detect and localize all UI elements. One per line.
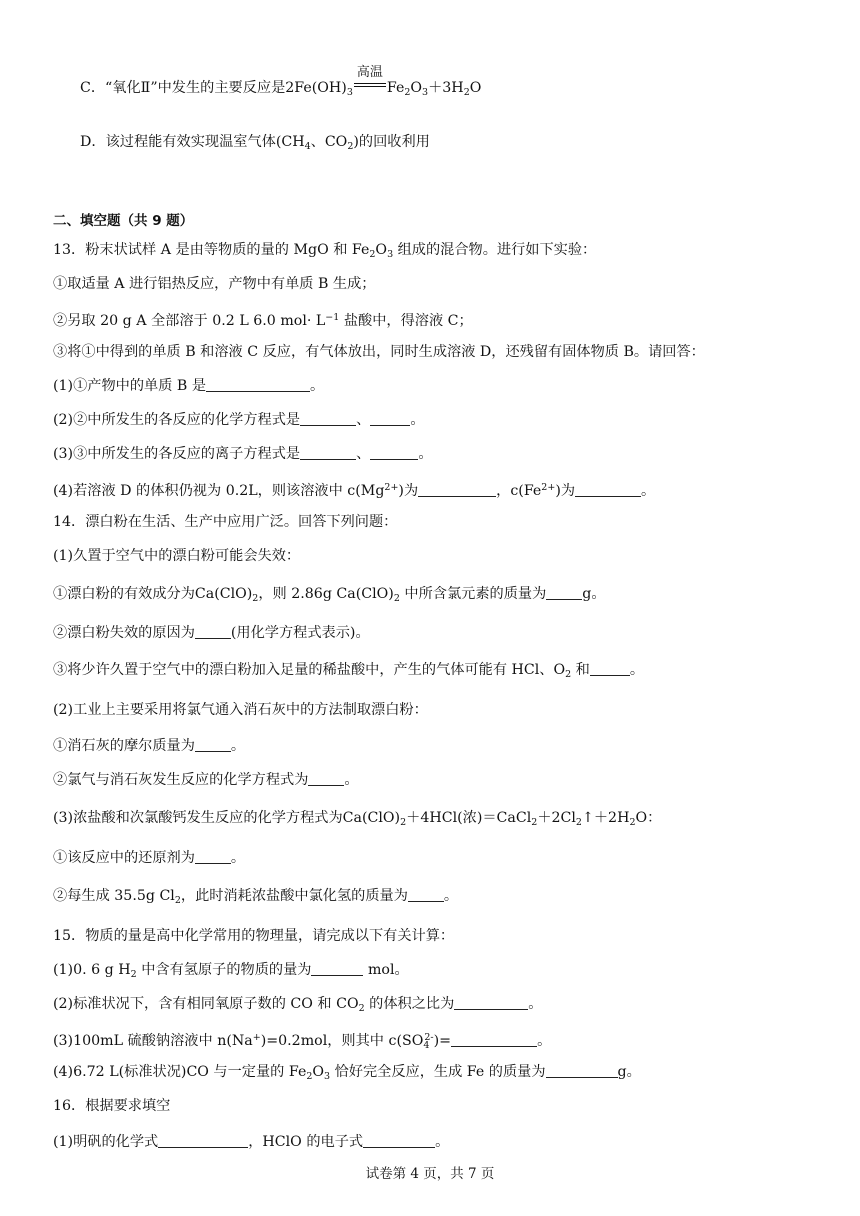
formula-part: Fe — [386, 80, 405, 96]
q14-part1-1 — [53, 584, 606, 609]
option-d-text: D．该过程能有效实现温室气体(CH — [80, 134, 305, 150]
answer-blank[interactable] — [370, 445, 418, 460]
q15-part1 — [53, 960, 409, 985]
text: ①该反应中的还原剂为 — [53, 850, 195, 866]
reaction-condition: 高温 — [356, 65, 383, 80]
text: 。 — [443, 888, 459, 904]
text: ＋4HCl(浓)＝CaCl — [406, 810, 532, 826]
q14-part2-2 — [53, 770, 359, 790]
answer-blank[interactable] — [454, 995, 528, 1010]
formula-part: 2Fe(OH) — [285, 80, 347, 96]
answer-blank[interactable] — [206, 377, 310, 392]
text: ，c(Fe — [496, 483, 542, 499]
text: ，此时消耗浓盐酸中氯化氢的质量为 — [180, 888, 408, 904]
answer-blank[interactable] — [418, 482, 496, 497]
subscript: 2 — [358, 1003, 365, 1014]
text: 恰好完全反应，生成 Fe 的质量为 — [330, 1064, 546, 1080]
q14-part2: (2)工业上主要采用将氯气通入消石灰中的方法制取漂白粉： — [53, 702, 428, 718]
text: 。 — [537, 1033, 552, 1049]
text: (3)浓盐酸和次氯酸钙发生反应的化学方程式为Ca(ClO) — [53, 810, 401, 826]
q13-part2 — [53, 410, 425, 430]
answer-blank[interactable] — [575, 482, 641, 497]
text: 盐酸中，得溶液 C； — [339, 313, 473, 329]
subscript: 3 — [422, 87, 429, 98]
subscript: 3 — [387, 249, 394, 260]
q14-part2-1 — [53, 736, 245, 756]
text: ↑＋2H — [581, 810, 630, 826]
q16-stem: 16．根据要求填空 — [53, 1098, 171, 1114]
subscript: 2 — [369, 249, 376, 260]
q15-stem: 15．物质的量是高中化学常用的物理量，请完成以下有关计算： — [53, 928, 455, 944]
q13-step1: ①取适量 A 进行铝热反应，产物中有单质 B 生成； — [53, 276, 376, 292]
text: ①漂白粉的有效成分为Ca(ClO) — [53, 586, 253, 602]
q13-part4 — [53, 478, 655, 501]
answer-blank[interactable] — [590, 661, 630, 676]
subscript: 3 — [324, 1071, 331, 1082]
q16-part1 — [53, 1132, 449, 1152]
formula-part: O — [410, 80, 423, 96]
answer-blank[interactable] — [311, 961, 363, 976]
text: ②每生成 35.5g Cl — [53, 888, 175, 904]
text: (3)100mL 硫酸钠溶液中 n(Na — [53, 1033, 253, 1049]
q13-part3 — [53, 444, 433, 464]
answer-blank[interactable] — [363, 1133, 435, 1148]
subscript: 4 — [304, 141, 311, 152]
condition-double-bar — [353, 65, 387, 93]
text: )的回收利用 — [353, 134, 430, 150]
text: ①消石灰的摩尔质量为 — [53, 738, 195, 754]
q13-stem — [53, 240, 596, 265]
text: 。 — [528, 996, 543, 1012]
text: (用化学方程式表示)。 — [230, 625, 370, 641]
q14-part3 — [53, 808, 661, 833]
q12-option-d — [80, 132, 430, 157]
text: 和 — [571, 662, 590, 678]
answer-blank[interactable] — [195, 624, 231, 639]
superscript: 2- — [424, 1032, 434, 1043]
text: 中所含氯元素的质量为 — [399, 586, 547, 602]
q13-part1 — [53, 376, 324, 396]
subscript: 2 — [306, 1071, 313, 1082]
q15-part3 — [53, 1028, 551, 1056]
text: g。 — [582, 586, 606, 602]
q12-option-c — [80, 65, 482, 103]
text: (1)明矾的化学式 — [53, 1134, 159, 1150]
option-c-text: C．“氧化Ⅱ”中发生的主要反应是 — [80, 80, 286, 96]
text: O — [312, 1064, 325, 1080]
text: (1)0. 6 g H — [53, 962, 131, 978]
text: (1)①产物中的单质 B 是 — [53, 378, 207, 394]
page-footer: 试卷第 4 页，共 7 页 — [365, 1166, 495, 1182]
text: )=0.2mol，则其中 c(SO — [260, 1033, 424, 1049]
q14-part1: (1)久置于空气中的漂白粉可能会失效： — [53, 548, 301, 564]
answer-blank[interactable] — [300, 411, 356, 426]
q14-part1-2 — [53, 623, 370, 643]
text: 组成的混合物。进行如下实验： — [393, 242, 597, 258]
answer-blank[interactable] — [546, 585, 582, 600]
text: 。 — [435, 1134, 450, 1150]
text: 。 — [418, 446, 433, 462]
text: mol。 — [363, 962, 409, 978]
text: ②氯气与消石灰发生反应的化学方程式为 — [53, 772, 309, 788]
text: 。 — [410, 412, 425, 428]
subscript: 2 — [531, 817, 538, 828]
formula-part: ＋3H — [428, 80, 464, 96]
text: 。 — [641, 483, 656, 499]
answer-blank[interactable] — [546, 1063, 618, 1078]
subscript: 2 — [404, 87, 411, 98]
subscript: 4 — [423, 1040, 430, 1051]
subscript: 2 — [400, 817, 407, 828]
q15-part2 — [53, 994, 543, 1019]
text: 。 — [230, 850, 246, 866]
q13-step2 — [53, 308, 473, 331]
subscript: 2 — [347, 141, 354, 152]
subscript: 2 — [252, 593, 259, 604]
text: 的体积之比为 — [364, 996, 455, 1012]
text: 、 — [356, 446, 371, 462]
superscript: −1 — [325, 312, 340, 323]
answer-blank[interactable] — [408, 887, 444, 902]
text: 中含有氢原子的物质的量为 — [136, 962, 312, 978]
text: ，HClO 的电子式 — [248, 1134, 364, 1150]
section-title: 二、填空题（共 9 题） — [53, 213, 194, 229]
text: 。 — [344, 772, 359, 788]
text: ②另取 20 g A 全部溶于 0.2 L 6.0 mol· L — [53, 313, 326, 329]
text: 、CO — [310, 134, 348, 150]
q14-stem: 14．漂白粉在生活、生产中应用广泛。回答下列问题： — [53, 514, 398, 530]
text: )为 — [555, 483, 576, 499]
answer-blank[interactable] — [195, 737, 231, 752]
text: (2)标准状况下，含有相同氧原子数的 CO 和 CO — [53, 996, 359, 1012]
answer-blank[interactable] — [158, 1133, 248, 1148]
q13-step3: ③将①中得到的单质 B 和溶液 C 反应，有气体放出，同时生成溶液 D，还残留有固体物质 B。请回答： — [53, 344, 705, 360]
answer-blank[interactable] — [451, 1032, 537, 1047]
answer-blank[interactable] — [195, 849, 231, 864]
q14-part3-1 — [53, 848, 245, 868]
subscript: 2 — [463, 87, 470, 98]
text: )为 — [398, 483, 419, 499]
text: ，则 2.86g Ca(ClO) — [258, 586, 394, 602]
subscript: 2 — [565, 669, 572, 680]
text: ＋2Cl — [537, 810, 576, 826]
text: 。 — [310, 378, 325, 394]
answer-blank[interactable] — [370, 411, 410, 426]
text: O： — [635, 810, 662, 826]
q15-part4 — [53, 1062, 641, 1087]
text: )= — [433, 1033, 452, 1049]
text: g。 — [617, 1064, 641, 1080]
text: 13．粉末状试样 A 是由等物质的量的 MgO 和 Fe — [53, 242, 370, 258]
subscript: 3 — [346, 87, 353, 98]
text: (4)6.72 L(标准状况)CO 与一定量的 Fe — [53, 1064, 307, 1080]
text: ③将少许久置于空气中的漂白粉加入足量的稀盐酸中，产生的气体可能有 HCl、O — [53, 662, 566, 678]
subscript: 2 — [629, 817, 636, 828]
text: ②漂白粉失效的原因为 — [53, 625, 195, 641]
text: (4)若溶液 D 的体积仍视为 0.2L，则该溶液中 c(Mg — [53, 483, 385, 499]
answer-blank[interactable] — [308, 771, 344, 786]
q14-part1-3 — [53, 660, 644, 685]
text: (3)③中所发生的各反应的离子方程式是 — [53, 446, 301, 462]
q14-part3-2 — [53, 886, 458, 911]
formula-part: O — [469, 80, 482, 96]
superscript: 2+ — [541, 482, 556, 493]
superscript: + — [252, 1032, 261, 1043]
text: (2)②中所发生的各反应的化学方程式是 — [53, 412, 301, 428]
text: 、 — [356, 412, 371, 428]
answer-blank[interactable] — [300, 445, 356, 460]
text: O — [375, 242, 388, 258]
subscript: 2 — [174, 895, 181, 906]
subscript: 2 — [130, 969, 137, 980]
subscript: 2 — [393, 593, 400, 604]
subscript: 2 — [575, 817, 582, 828]
superscript: 2+ — [384, 482, 399, 493]
text: 。 — [230, 738, 246, 754]
text: 。 — [629, 662, 645, 678]
